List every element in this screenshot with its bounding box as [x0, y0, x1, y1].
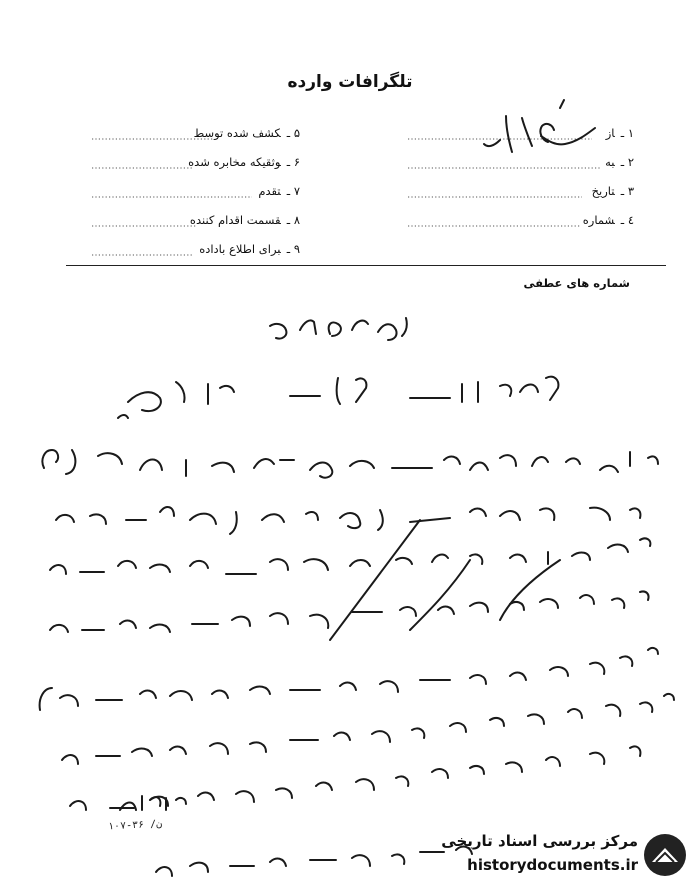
handwriting-line-2b: [118, 415, 128, 418]
handwriting-line-6: [50, 591, 649, 632]
field-number: ٤ ـ: [620, 213, 634, 227]
field-label: تاریخ: [591, 184, 615, 198]
handwriting-from-field: [484, 100, 595, 152]
field-number: ۹ ـ: [286, 242, 300, 256]
handwriting-line-9: [70, 746, 640, 810]
field-number: ۷ ـ: [286, 184, 300, 198]
watermark-text-persian: مرکز بررسی اسناد تاریخی: [441, 832, 638, 850]
field-label: شماره: [582, 213, 615, 227]
field-number: ۶ ـ: [286, 155, 300, 169]
handwriting-slash-strokes: [330, 520, 560, 640]
field-label: به: [605, 155, 615, 169]
field-label: قسمت اقدام کننده: [189, 213, 281, 227]
field-label: از: [605, 126, 615, 140]
form-title: تلگرافات وارده: [287, 72, 413, 92]
field-number: ۵ ـ: [286, 126, 300, 140]
field-label: برای اطلاع باداده: [199, 242, 281, 256]
reference-numbers-label: شماره های عطفی: [523, 276, 630, 290]
field-number: ۳ ـ: [620, 184, 634, 198]
document-reference-stamp: ۱۰۷-۳۶ /ن: [107, 818, 163, 833]
handwriting-line-2: [128, 377, 558, 411]
handwriting-line-4: [56, 507, 640, 534]
field-number: ۲ ـ: [620, 155, 634, 169]
field-label: کشف شده توسط: [193, 126, 281, 140]
field-number: ۸ ـ: [286, 213, 300, 227]
field-number: ۱ ـ: [620, 126, 634, 140]
handwriting-line-8: [62, 694, 674, 764]
handwriting-line-5: [50, 538, 650, 574]
field-label: تقدم: [258, 184, 281, 198]
handwriting-line-3: [42, 450, 658, 478]
watermark: [420, 828, 692, 884]
book-logo-icon: [642, 832, 688, 878]
watermark-url: historydocuments.ir: [467, 856, 638, 874]
field-label: وثقیکه مخابره شده: [188, 155, 281, 169]
handwriting-line-1: [270, 318, 407, 340]
handwriting-line-7: [40, 648, 658, 710]
